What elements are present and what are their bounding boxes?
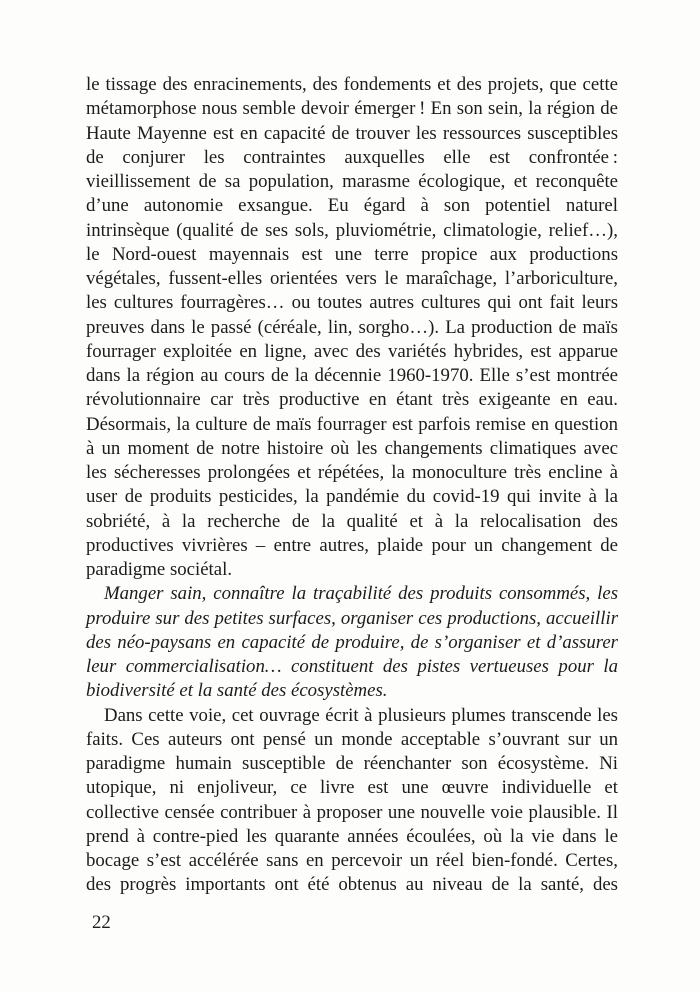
text-line: des progrès importants ont été obtenus au niveau de la santé, des — [86, 874, 618, 896]
text-line: d’une autonomie exsangue. Eu égard à son potentiel naturel — [86, 195, 618, 217]
text-line: sobriété, à la recherche de la qualité et à la relocalisation des — [86, 510, 618, 532]
text-line: bocage s’est accélérée sans en percevoir un réel bien-fondé. Certes, — [86, 850, 618, 871]
text-line: Haute Mayenne est en capacité de trouver les ressources susceptibles — [86, 122, 618, 144]
text-line: Manger sain, connaître la traçabilité des produits consommés, les — [104, 583, 618, 605]
text-line: de conjurer les contraintes auxquelles elle est confrontée : — [86, 146, 618, 168]
text-line: Désormais, la culture de maïs fourrager est parfois remise en question — [86, 413, 618, 435]
text-line: collective censée contribuer à proposer une nouvelle voie plausible. Il — [86, 801, 618, 823]
text-line: faits. Ces auteurs ont pensé un monde acceptable s’ouvrant sur un — [86, 728, 618, 750]
text-line: paradigme sociétal. — [86, 559, 233, 580]
text-line: paradigme humain susceptible de réenchanter son écosystème. Ni — [86, 753, 618, 774]
text-line: leur commercialisation… constituent des pistes vertueuses pour la — [86, 656, 618, 677]
text-line: les cultures fourragères… ou toutes autres cultures qui ont fait leurs — [86, 292, 618, 314]
text-line: révolutionnaire car très productive en étant très exigeante en eau. — [86, 389, 618, 411]
text-line: prend à contre-pied les quarante années écoulées, où la vie dans le — [86, 825, 618, 847]
paragraph-3 — [86, 704, 618, 898]
page-text — [86, 73, 618, 898]
text-line: preuves dans le passé (céréale, lin, sorgho…). La production de maïs — [86, 316, 618, 338]
text-line: utopique, ni enjoliveur, ce livre est une œuvre individuelle et — [86, 777, 618, 799]
paragraph-2 — [86, 582, 618, 703]
text-line: user de produits pesticides, la pandémie du covid-19 qui invite à la — [86, 486, 618, 508]
text-line: fourrager exploitée en ligne, avec des variétés hybrides, est apparue — [86, 340, 618, 362]
text-line: des néo-paysans en capacité de produire, de s’organiser et d’assurer — [86, 631, 618, 653]
text-line: intrinsèque (qualité de ses sols, pluviométrie, climatologie, relief…), — [86, 219, 618, 241]
text-line: végétales, fussent-elles orientées vers le maraîchage, l’arboriculture, — [86, 268, 618, 289]
text-line: le tissage des enracinements, des fondements et des projets, que cette — [86, 74, 618, 95]
text-line: Dans cette voie, cet ouvrage écrit à plusieurs plumes transcende les — [104, 704, 618, 726]
paragraph-1 — [86, 73, 618, 582]
text-line: produire sur des petites surfaces, organiser ces productions, accueillir — [86, 607, 618, 629]
text-line: le Nord-ouest mayennais est une terre propice aux productions — [86, 243, 618, 265]
text-line: vieillissement de sa population, marasme écologique, et reconquête — [86, 171, 618, 192]
text-line: les sécheresses prolongées et répétées, la monoculture très encline à — [86, 462, 618, 483]
text-line: dans la région au cours de la décennie 1960-1970. Elle s’est montrée — [86, 365, 618, 386]
text-line: productives vivrières – entre autres, plaide pour un changement de — [86, 534, 618, 556]
text-line: biodiversité et la santé des écosystèmes. — [86, 680, 388, 702]
text-line: à un moment de notre histoire où les changements climatiques avec — [86, 437, 618, 459]
text-line: métamorphose nous semble devoir émerger ! En son sein, la région de — [86, 98, 618, 120]
page-number: 22 — [92, 912, 111, 933]
